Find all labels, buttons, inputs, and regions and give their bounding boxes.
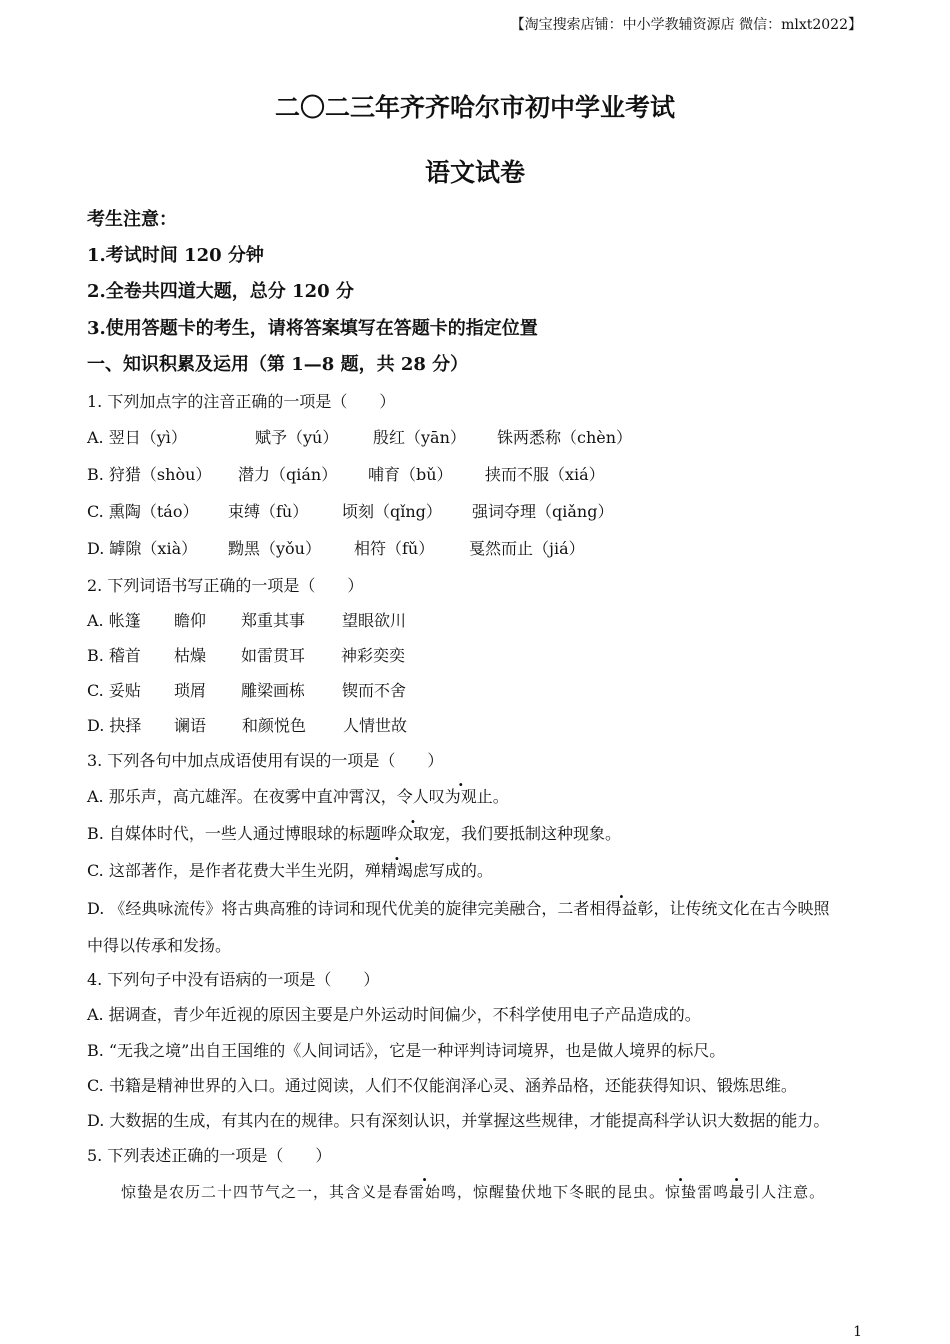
question-1-stem: 1. 下列加点字的注音正确的一项是（ ）: [87, 392, 396, 411]
question-3-option-a: [87, 787, 509, 807]
option-part: 黝黑（yǒu）: [228, 539, 321, 558]
option-part: A. 翌日（yì）: [87, 428, 187, 447]
question-2-option-c: [87, 681, 406, 701]
notice-item: 1.考试时间 120 分钟: [87, 245, 264, 266]
question-3-option-d-cont: 中得以传承和发扬。: [87, 936, 232, 955]
option-part: 瞻仰: [174, 611, 207, 630]
sentence-text: D. 《经典咏流传》将古典高雅的诗词和现代优美的旋律完美融合，二者: [87, 899, 590, 918]
option-part: 和颜悦色: [242, 716, 307, 735]
option-part: 枯燥: [174, 646, 207, 665]
page-number: 1: [853, 1324, 862, 1340]
question-4-option-d: D. 大数据的生成，有其内在的规律。只有深刻认识，并掌握这些规律，才能提高科学认识大数据的能力。: [87, 1111, 830, 1130]
exam-title: 二〇二三年齐齐哈尔市初中学业考试: [274, 93, 675, 122]
sentence-text: ，让传统文化在古今映照: [653, 899, 830, 918]
question-5-stem: 5. 下列表述正确的一项是（ ）: [87, 1146, 332, 1165]
header-note: 【淘宝搜索店铺：中小学教辅资源店 微信：mlxt2022】: [510, 17, 862, 33]
emphasized-idiom: 相得益彰: [589, 899, 654, 918]
option-part: 铢两悉称（chèn）: [497, 428, 633, 447]
notice-item: 2.全卷共四道大题，总分 120 分: [87, 281, 354, 302]
question-1-option-d: [87, 539, 585, 559]
notice-item: 3.使用答题卡的考生，请将答案填写在答题卡的指定位置: [87, 318, 538, 339]
emphasized-idiom: 哗众取宠: [380, 824, 445, 843]
emphasized-text: 春雷始鸣: [393, 1183, 458, 1201]
question-1-option-a: [87, 428, 632, 448]
option-part: 谰语: [174, 716, 207, 735]
option-part: C. 妥贴: [87, 681, 141, 700]
option-part: 郑重其事: [241, 611, 306, 630]
emphasized-idiom: 殚精竭虑: [364, 861, 429, 880]
sentence-text: B. 自媒体时代，一些人通过博眼球的标题: [87, 824, 381, 843]
option-part: 望眼欲川: [342, 611, 407, 630]
option-part: 锲而不舍: [342, 681, 407, 700]
option-part: 潜力（qián）: [238, 465, 338, 484]
passage-text: 惊蛰是农历二十四节气之一，其含义是: [121, 1183, 394, 1201]
option-part: B. 稽首: [87, 646, 141, 665]
option-part: 挟而不服（xiá）: [485, 465, 605, 484]
option-part: 人情世故: [343, 716, 408, 735]
sentence-text: C. 这部著作，是作者花费大半生光阴，: [87, 861, 365, 880]
question-2-option-d: [87, 716, 407, 736]
question-4-option-a: A. 据调查，青少年近视的原因主要是户外运动时间偏少，不科学使用电子产品造成的。: [87, 1005, 701, 1024]
option-part: 哺育（bǔ）: [368, 465, 453, 484]
option-part: C. 熏陶（táo）: [87, 502, 199, 521]
sentence-text: 。: [492, 787, 509, 806]
question-3-option-d: [87, 899, 829, 919]
option-part: 赋予（yú）: [255, 428, 339, 447]
option-part: 顷刻（qǐng）: [342, 502, 442, 521]
emphasized-text: 最: [729, 1183, 746, 1201]
option-part: 琐屑: [174, 681, 207, 700]
option-part: 殷红（yān）: [373, 428, 466, 447]
section-heading: 一、知识积累及运用（第 1—8 题，共 28 分）: [87, 354, 469, 375]
question-4-option-c: C. 书籍是精神世界的入口。通过阅读，人们不仅能润泽心灵、涵养品格，还能获得知识、锻炼思维。: [87, 1076, 797, 1095]
question-3-option-b: [87, 824, 621, 844]
option-part: D. 罅隙（xià）: [87, 539, 198, 558]
option-part: D. 抉择: [87, 716, 142, 735]
sentence-text: A. 那乐声，高亢雄浑。在夜雾中直冲霄汉，令人: [87, 787, 429, 806]
option-part: 束缚（fù）: [228, 502, 309, 521]
sentence-text: ，我们要抵制这种现象。: [444, 824, 621, 843]
question-4-option-b: B. “无我之境”出自王国维的《人间词话》，它是一种评判诗词境界，也是做人境界的标尺。: [87, 1041, 726, 1060]
passage-text: ，惊醒蛰伏地下冬眠的昆虫。: [457, 1183, 666, 1201]
option-part: A. 帐篷: [87, 611, 141, 630]
question-2-stem: 2. 下列词语书写正确的一项是（ ）: [87, 576, 364, 595]
emphasized-text: 惊蛰: [665, 1183, 698, 1201]
question-2-option-b: [87, 646, 405, 666]
notice-heading: 考生注意：: [87, 209, 177, 230]
option-part: 相符（fǔ）: [354, 539, 435, 558]
option-part: 戛然而止（jiá）: [469, 539, 585, 558]
exam-subtitle: 语文试卷: [424, 158, 525, 187]
question-4-stem: 4. 下列句子中没有语病的一项是（ ）: [87, 970, 380, 989]
sentence-text: 写成的。: [428, 861, 493, 880]
option-part: 强词夺理（qiǎng）: [472, 502, 614, 521]
option-part: 雕梁画栋: [241, 681, 306, 700]
option-part: B. 狩猎（shòu）: [87, 465, 212, 484]
passage-text: 雷鸣: [697, 1183, 730, 1201]
question-1-option-b: [87, 465, 605, 485]
question-5-passage: [121, 1182, 825, 1202]
emphasized-idiom: 叹为观止: [428, 787, 493, 806]
passage-text: 引人注意。: [745, 1183, 826, 1201]
question-3-option-c: [87, 861, 493, 881]
question-2-option-a: [87, 611, 406, 631]
option-part: 神彩奕奕: [341, 646, 406, 665]
option-part: 如雷贯耳: [241, 646, 306, 665]
question-3-stem: 3. 下列各句中加点成语使用有误的一项是（ ）: [87, 751, 444, 770]
question-1-option-c: [87, 502, 613, 522]
